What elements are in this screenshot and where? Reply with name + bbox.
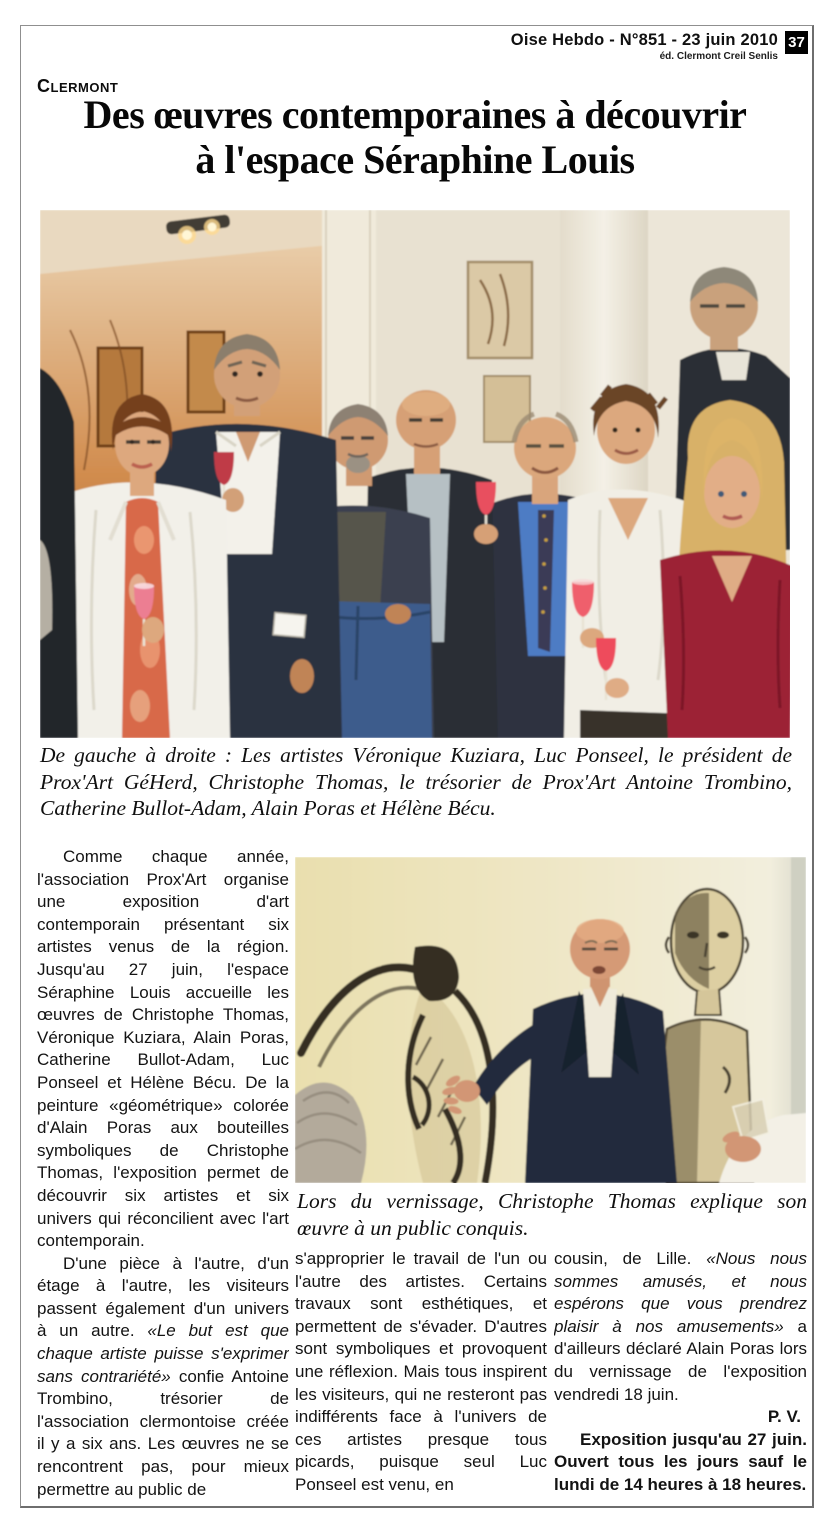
photo-christophe-thomas [295,857,806,1183]
headline [39,92,791,182]
page-number-badge: 37 [785,31,808,54]
byline: P. V. [767,1407,801,1427]
section-kicker: Clermont [37,76,119,96]
text-run: cousin, de Lille. [554,1249,707,1268]
photo-vernissage-group [40,210,790,738]
headline-line1: Des œuvres contemporaines à découvrir [83,92,747,137]
masthead [511,31,808,62]
photo1-illustration [40,210,790,738]
quote-run: «Nous nous sommes amusés, et nous espérons que vous prendrez plaisir à nos amusements» [554,1249,807,1336]
masthead-text-block [511,31,778,62]
paragraph: s'approprier le travail de l'un ou l'autre des artistes. Certains travaux sont esthétiques, et permettent de s'évader. D'autres sont symboliques et provoquent une réflexion. Mais tous inspirent les visiteurs, qui ne resteront pas indifférents face à l'univers de ces artistes presque tous picards, puisque seul Luc Ponseel est venu, en [295,1249,547,1494]
photo2-illustration [295,857,806,1183]
article-column-3 [554,1248,807,1504]
article-column-1 [37,846,289,1504]
quote-run: «Le but est que chaque artiste puisse s'exprimer sans contrariété» [37,1321,289,1386]
text-run: D'une pièce à l'autre, d'un étage à l'autre, les visiteurs passent également d'un univers à un autre. [37,1253,289,1341]
paragraph: Comme chaque année, l'association Prox'Art organise une exposition d'art contemporain présentant six artistes venus de la région. Jusqu'au 27 juin, l'espace Séraphine Louis accueille les œuvres de Christophe Thomas, Véronique Kuziara, Alain Poras, Catherine Bullot-Adam, Luc Ponseel et Hélène Bécu. De la peinture «géométrique» colorée d'Alain Poras aux bouteilles symboliques de Christophe Thomas, l'exposition permet de découvrir six artistes et six univers qui réconcilient avec l'art contemporain. [37,847,289,1251]
paragraph [37,1253,289,1502]
headline-line2: à l'espace Séraphine Louis [195,137,635,182]
paragraph [554,1248,807,1406]
edition-line: éd. Clermont Creil Senlis [659,50,778,62]
photo1-caption: De gauche à droite : Les artistes Véronique Kuziara, Luc Ponseel, le président de Prox'Art GéHerd, Christophe Thomas, le trésorier de Prox'Art Antoine Trombino, Catherine Bullot-Adam, Alain Poras et Hélène Bécu. [40,743,792,820]
photo2-caption: Lors du vernissage, Christophe Thomas explique son œuvre à un public conquis. [297,1189,807,1240]
exhibition-notice: Exposition jusqu'au 27 juin. Ouvert tous les jours sauf le lundi de 14 heures à 18 heures. [554,1429,807,1494]
article-column-2 [295,1248,547,1504]
text-run: confie Antoine Trombino, trésorier de l'association clermontoise créée il y a six ans. Les œuvres ne se rencontrent pas, pour mieux permettre au public de [37,1366,289,1499]
masthead-title: Oise Hebdo - N°851 - 23 juin 2010 [510,31,778,49]
text-run: a d'ailleurs déclaré Alain Poras lors du vernissage de l'exposition vendredi 18 juin. [554,1316,807,1404]
